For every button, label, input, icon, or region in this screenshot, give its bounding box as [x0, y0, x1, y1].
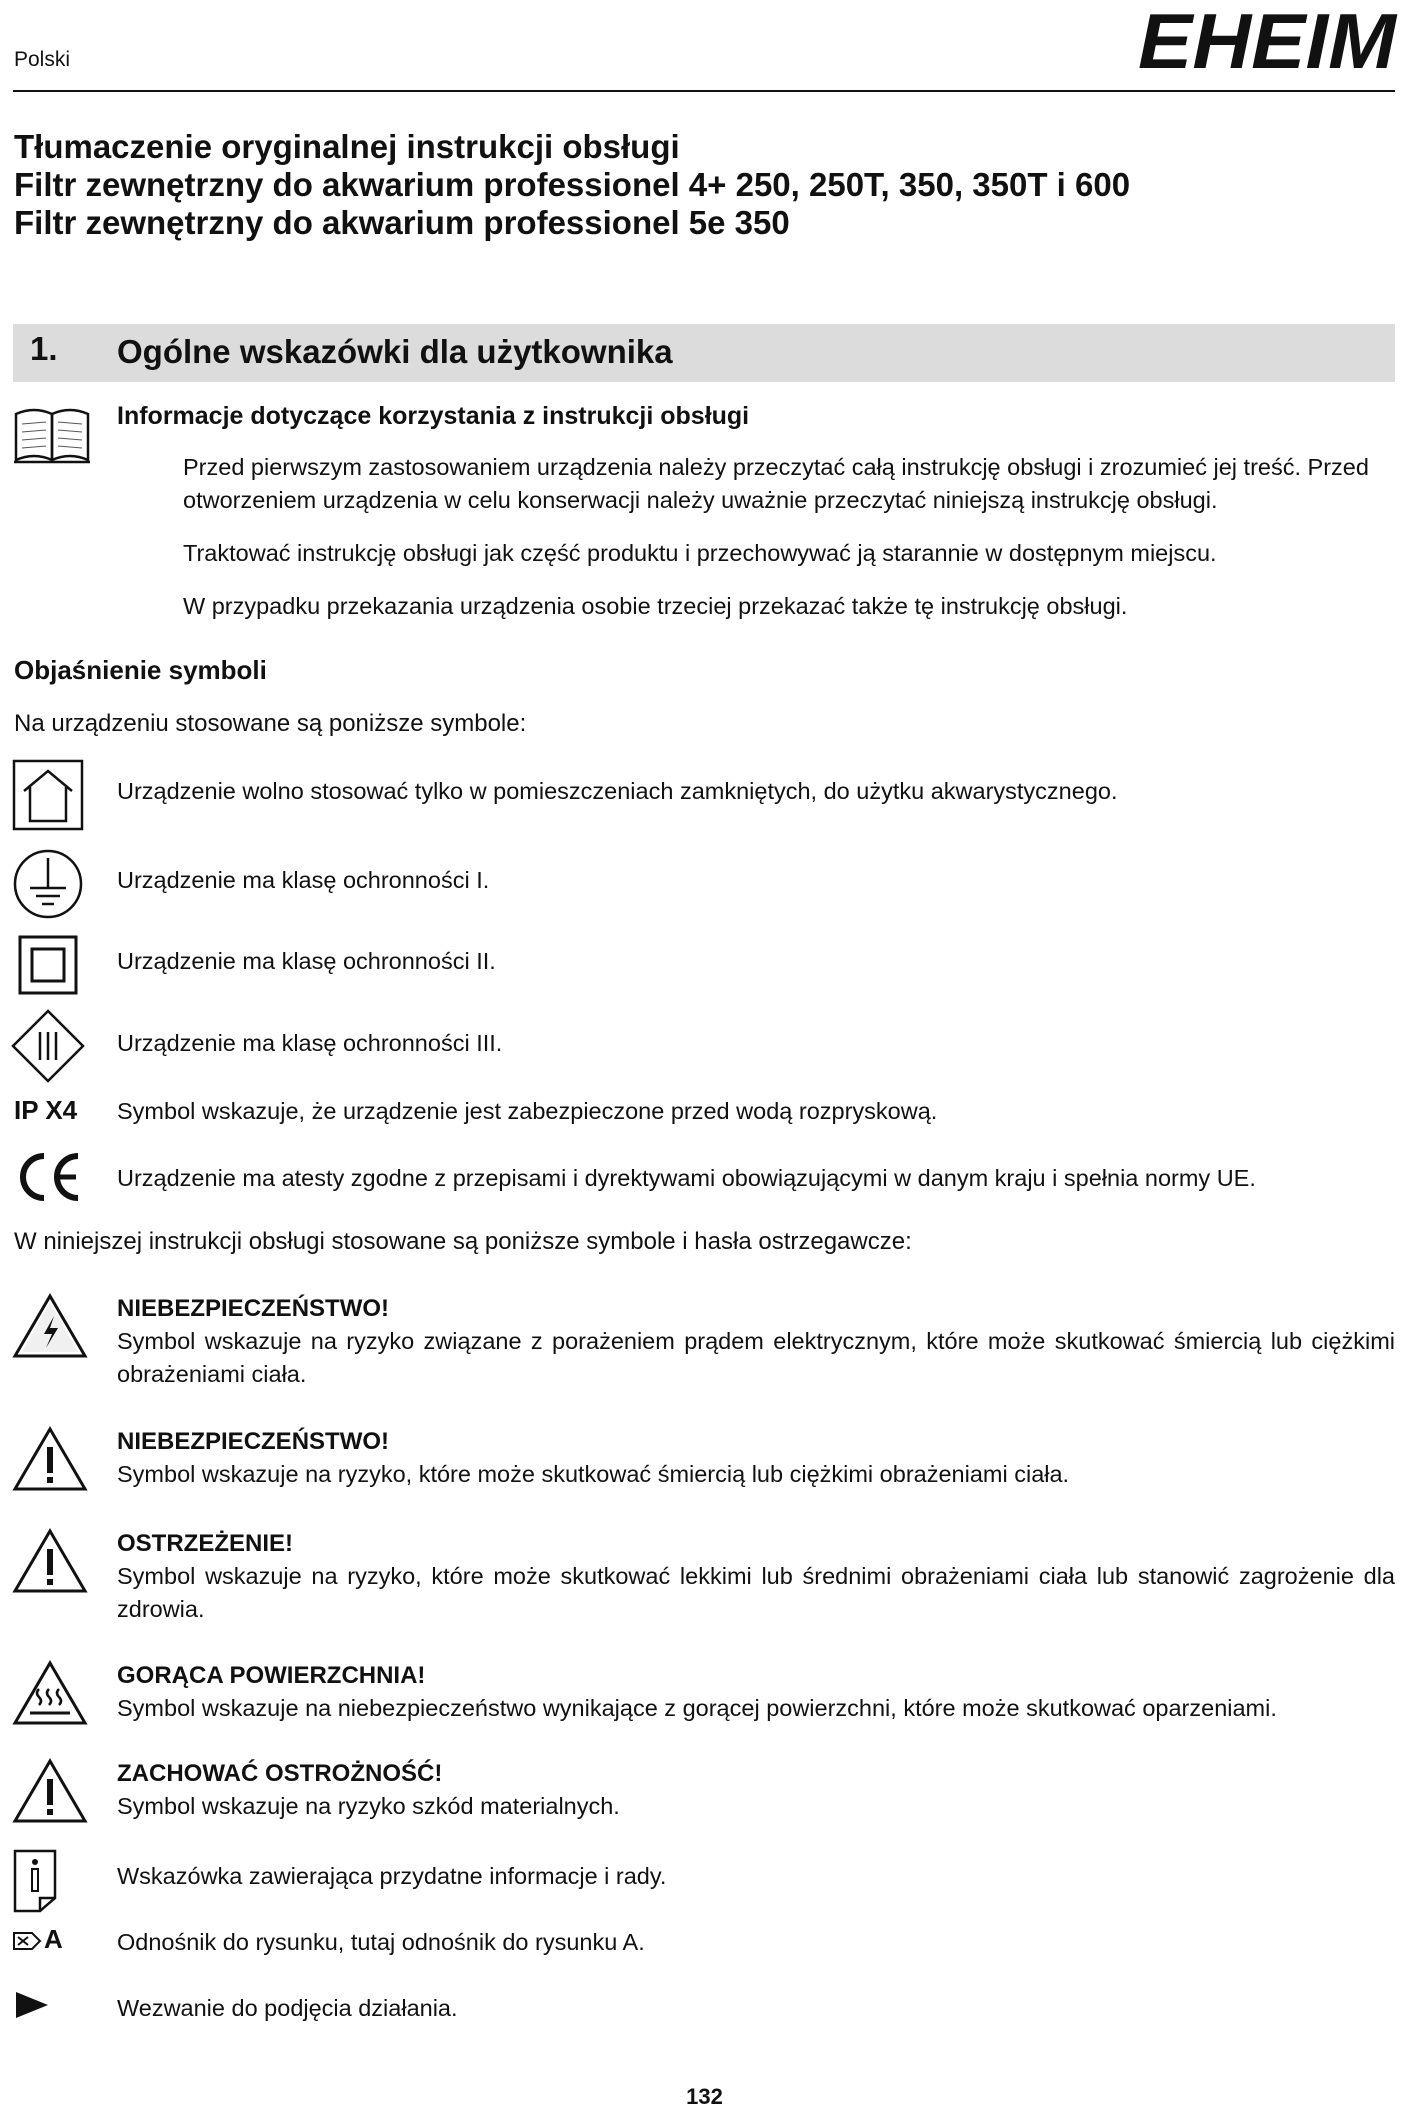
title-line-3: Filtr zewnętrzny do akwarium professionel 5e 350 — [14, 204, 790, 241]
symbol-text-class-one: Urządzenie ma klasę ochronności I. — [117, 867, 490, 893]
warning-caution-title: OSTRZEŻENIE! — [117, 1530, 294, 1557]
warning-property-text: Symbol wskazuje na ryzyko szkód materialnych. — [117, 1793, 620, 1819]
info-note-icon — [12, 1848, 58, 1914]
warning-electric — [117, 1292, 1395, 1391]
double-square-icon — [18, 935, 78, 995]
ce-mark-icon — [14, 1152, 82, 1202]
title-line-1: Tłumaczenie oryginalnej instrukcji obsługi — [14, 128, 680, 165]
symbol-text-indoor-use: Urządzenie wolno stosować tylko w pomieszczeniach zamkniętych, do użytku akwarystycznego. — [117, 778, 1118, 804]
warning-danger-text: Symbol wskazuje na ryzyko, które może skutkować śmiercią lub ciężkimi obrażeniami ciała. — [117, 1461, 1070, 1487]
warning-property-damage — [117, 1757, 1395, 1823]
warning-caution-text: Symbol wskazuje na ryzyko, które może skutkować lekkimi lub średnimi obrażeniami ciała lub stanowić zagrożenie dla zdrowia. — [117, 1563, 1395, 1622]
title-line-2: Filtr zewnętrzny do akwarium professionel 4+ 250, 250T, 350, 350T i 600 — [14, 166, 1131, 203]
manual-symbols-intro: W niniejszej instrukcji obsługi stosowane są poniższe symbole i hasła ostrzegawcze: — [14, 1228, 912, 1255]
header-rule — [13, 90, 1395, 92]
action-text: Wezwanie do podjęcia działania. — [117, 1995, 458, 2021]
warning-hot-surface — [117, 1659, 1395, 1725]
info-note-text: Wskazówka zawierająca przydatne informacje i rady. — [117, 1863, 667, 1889]
warning-danger-title: NIEBEZPIECZEŃSTWO! — [117, 1428, 390, 1455]
danger-exclamation-icon — [12, 1425, 88, 1493]
subsection-title: Informacje dotyczące korzystania z instrukcji obsługi — [117, 402, 750, 430]
device-symbols-intro: Na urządzeniu stosowane są poniższe symbole: — [14, 710, 527, 737]
symbols-heading: Objaśnienie symboli — [14, 655, 267, 685]
warning-property-title: ZACHOWAĆ OSTROŻNOŚĆ! — [117, 1760, 443, 1787]
warning-danger — [117, 1425, 1395, 1491]
hot-surface-icon — [12, 1659, 88, 1727]
figure-reference-label: A — [44, 1924, 63, 1954]
action-arrow-icon — [14, 1990, 50, 2020]
page-number: 132 — [686, 2084, 723, 2109]
eheim-logo — [1138, 8, 1400, 76]
section-number: 1. — [30, 330, 58, 367]
warning-exclamation-icon — [12, 1527, 88, 1595]
warning-electric-title: NIEBEZPIECZEŃSTWO! — [117, 1295, 390, 1322]
paragraph-read-manual: Przed pierwszym zastosowaniem urządzenia należy przeczytać całą instrukcję obsługi i zrozumieć jej treść. Przed otworzeniem urządzenia w celu konserwacji należy uważnie przeczytać niniejszą instrukcję obsługi. — [183, 454, 1369, 513]
electric-hazard-icon — [12, 1292, 88, 1360]
figure-reference-icon — [12, 1930, 42, 1952]
symbol-text-ce-conformity: Urządzenie ma atesty zgodne z przepisami i dyrektywami obowiązującymi w danym kraju i spełnia normy UE. — [117, 1165, 1256, 1191]
warning-electric-text: Symbol wskazuje na ryzyko związane z porażeniem prądem elektrycznym, które może skutkować śmiercią lub ciężkimi obrażeniami ciała. — [117, 1328, 1395, 1387]
warning-caution-health — [117, 1527, 1395, 1626]
language-label: Polski — [14, 48, 71, 71]
warning-hot-surface-text: Symbol wskazuje na niebezpieczeństwo wynikające z gorącej powierzchni, które może skutkować oparzeniami. — [117, 1695, 1277, 1721]
section-title: Ogólne wskazówki dla użytkownika — [117, 333, 673, 370]
protective-earth-icon — [12, 848, 84, 920]
symbol-text-class-three: Urządzenie ma klasę ochronności III. — [117, 1030, 503, 1056]
book-icon — [12, 404, 92, 464]
figure-reference-text: Odnośnik do rysunku, tutaj odnośnik do rysunku A. — [117, 1929, 645, 1955]
paragraph-keep-manual: Traktować instrukcję obsługi jak część produktu i przechowywać ją starannie w dostępnym miejscu. — [183, 540, 1217, 566]
eheim-logo-text: EHEIM — [1138, 8, 1399, 76]
document-titles — [14, 128, 1130, 242]
house-icon — [12, 759, 84, 831]
warning-hot-surface-title: GORĄCA POWIERZCHNIA! — [117, 1662, 426, 1689]
ipx4-label: IP X4 — [14, 1095, 78, 1125]
class-three-diamond-icon — [10, 1008, 86, 1084]
caution-exclamation-icon — [12, 1757, 88, 1825]
symbol-text-class-two: Urządzenie ma klasę ochronności II. — [117, 948, 496, 974]
paragraph-pass-manual: W przypadku przekazania urządzenia osobie trzeciej przekazać także tę instrukcję obsługi. — [183, 593, 1128, 619]
symbol-text-splash-proof: Symbol wskazuje, że urządzenie jest zabezpieczone przed wodą rozpryskową. — [117, 1098, 938, 1124]
